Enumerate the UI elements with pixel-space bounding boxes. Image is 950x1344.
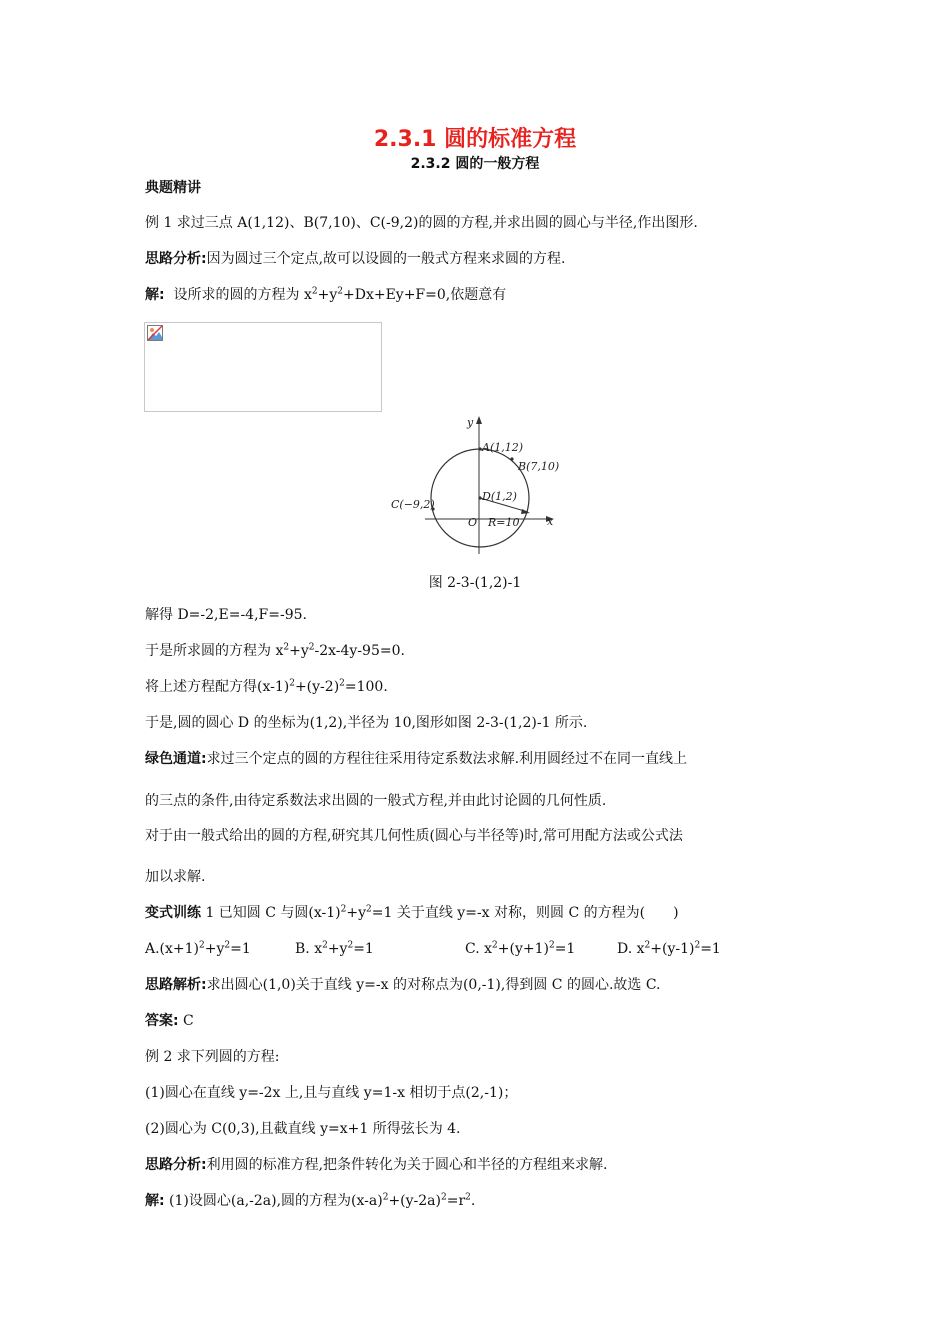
result-line-4: 于是,圆的圆心 D 的坐标为(1,2),半径为 10,图形如图 2-3-(1,2)-1 所示. — [145, 715, 588, 731]
superscript: 2 — [382, 1192, 389, 1203]
figure-caption: 图 2-3-(1,2)-1 — [428, 575, 522, 591]
green-channel-line-2: 的三点的条件,由待定系数法求出圆的一般式方程,并由此讨论圆的几何性质. — [145, 793, 607, 809]
solution-text: +Dx+Ey+F=0,依题意有 — [342, 287, 507, 303]
solution-text: (1)设圆心(a,-2a),圆的方程为(x-a) — [164, 1193, 383, 1209]
option-d: D. $x^2+(y-1)^2=1$ — [617, 940, 721, 957]
page-title: 2.3.1 圆的标准方程 — [373, 127, 577, 152]
option-c: C. $x^2+(y+1)^2=1$ — [465, 940, 576, 957]
example-1-analysis — [145, 249, 820, 269]
answer-text: C — [178, 1013, 194, 1029]
variant-question — [145, 903, 820, 923]
green-channel-label: 绿色通道: — [145, 751, 207, 767]
superscript: 2 — [308, 642, 315, 653]
label-point-c: C(−9,2) — [391, 498, 435, 511]
label-point-d: D(1,2) — [482, 490, 517, 503]
solution-text: =r — [446, 1193, 466, 1209]
result-text: =100. — [344, 679, 388, 695]
green-channel-line-4: 加以求解. — [145, 869, 206, 885]
solution-label: 解: — [145, 287, 165, 303]
result-line-1: 解得 D=-2,E=-4,F=-95. — [145, 607, 307, 623]
variant-answer — [145, 1011, 820, 1031]
label-y: y — [467, 416, 474, 429]
radius-arrow — [521, 509, 530, 514]
option-a: $A.(x+1)^2+y^2=1$ — [145, 940, 251, 957]
result-text: 将上述方程配方得(x-1) — [145, 679, 290, 695]
superscript: 2 — [340, 904, 347, 915]
variant-text: +y — [346, 905, 367, 921]
superscript: 2 — [339, 678, 345, 689]
analysis-label: 思路分析: — [145, 1157, 207, 1173]
superscript: 2 — [441, 1192, 447, 1203]
variant-analysis — [145, 975, 820, 995]
green-channel-line-1 — [145, 749, 820, 769]
label-point-a: A(1,12) — [482, 441, 524, 454]
green-channel-text: 求过三个定点的圆的方程往往采用待定系数法求解.利用圆经过不在同一直线上 — [206, 751, 688, 767]
analysis-text: 求出圆心(1,0)关于直线 y=-x 的对称点为(0,-1),得到圆 C 的圆心.故选 C. — [206, 977, 661, 993]
label-origin: O — [468, 516, 478, 529]
option-b: B. $x^2+y^2=1$ — [295, 940, 374, 957]
example-1-prompt: 例 1 求过三点 A(1,12)、B(7,10)、C(-9,2)的圆的方程,并求出圆的圆心与半径,作出图形. — [145, 215, 698, 231]
result-line-2 — [145, 641, 820, 661]
section-heading: 典题精讲 — [145, 180, 201, 196]
solution-text: . — [470, 1193, 476, 1209]
circle-figure — [385, 412, 570, 557]
solution-text: +(y-2a) — [388, 1193, 441, 1209]
page-subtitle: 2.3.2 圆的一般方程 — [410, 156, 540, 172]
answer-label: 答案: — [145, 1013, 179, 1029]
result-text: 于是所求圆的方程为 x — [145, 643, 284, 659]
solution-text: +y — [317, 287, 338, 303]
point-b — [510, 457, 513, 460]
example-2-solution — [145, 1191, 820, 1211]
superscript: 2 — [283, 642, 290, 653]
example-1-solution — [145, 285, 820, 305]
variant-text: =1 关于直线 y=-x 对称，则圆 C 的方程为( ) — [371, 905, 679, 921]
broken-image-icon — [147, 325, 163, 341]
analysis-text: 利用圆的标准方程,把条件转化为关于圆心和半径的方程组来求解. — [206, 1157, 608, 1173]
result-text: +(y-2) — [294, 679, 340, 695]
solution-text: 设所求的圆的方程为 x — [173, 287, 312, 303]
superscript: 2 — [366, 904, 372, 915]
result-text: +y — [289, 643, 309, 659]
example-2-part-1: (1)圆心在直线 y=-2x 上,且与直线 y=1-x 相切于点(2,-1)； — [145, 1085, 518, 1101]
label-x: x — [547, 515, 554, 528]
example-2-part-2: (2)圆心为 C(0,3),且截直线 y=x+1 所得弦长为 4. — [145, 1121, 461, 1137]
label-radius: R=10 — [488, 516, 520, 529]
result-text: -2x-4y-95=0. — [314, 643, 405, 659]
variant-label: 变式训练 — [145, 905, 201, 921]
superscript: 2 — [337, 286, 343, 297]
result-line-3 — [145, 677, 820, 697]
broken-image-placeholder — [144, 322, 382, 412]
example-2-analysis — [145, 1155, 820, 1175]
superscript: 2 — [311, 286, 318, 297]
analysis-label: 思路解析: — [145, 977, 207, 993]
solution-label: 解: — [145, 1193, 165, 1209]
green-channel-line-3: 对于由一般式给出的圆的方程,研究其几何性质(圆心与半径等)时,常可用配方法或公式法 — [145, 828, 683, 844]
y-axis-arrow — [476, 416, 482, 424]
analysis-text: 因为圆过三个定点,故可以设圆的一般式方程来求圆的方程. — [206, 251, 566, 267]
example-2-prompt: 例 2 求下列圆的方程: — [145, 1049, 280, 1065]
superscript: 2 — [465, 1192, 471, 1203]
analysis-label: 思路分析: — [145, 251, 207, 267]
superscript: 2 — [289, 678, 295, 689]
label-point-b: B(7,10) — [518, 460, 560, 473]
variant-text: 1 已知圆 C 与圆(x-1) — [201, 905, 341, 921]
